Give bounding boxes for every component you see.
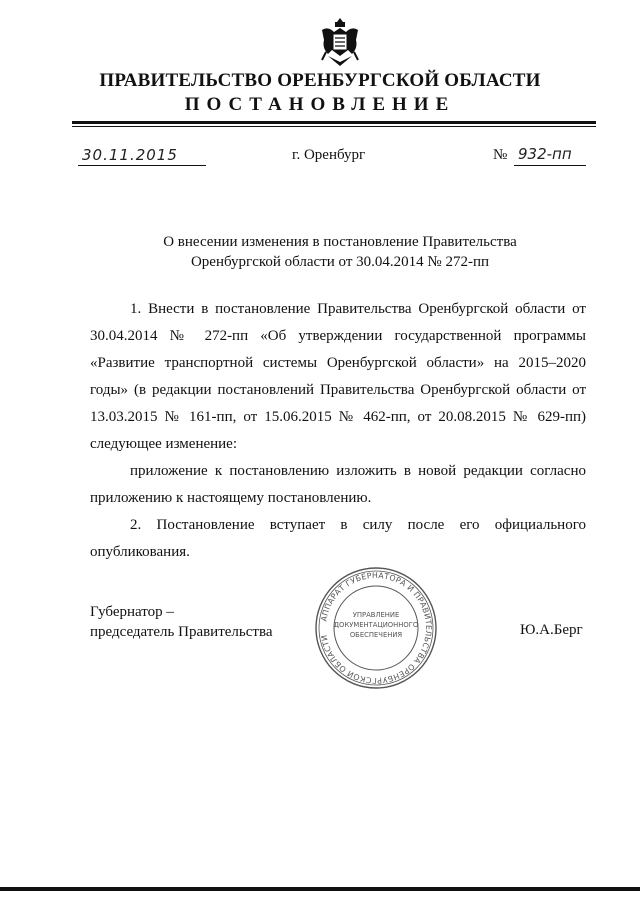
paragraph-3: 2. Постановление вступает в силу после его официального опубликования.: [90, 517, 586, 560]
stamp-center-line-3: ОБЕСПЕЧЕНИЯ: [349, 631, 403, 639]
number-sign: №: [493, 147, 508, 163]
signatory-title-line-1: Губернатор –: [90, 604, 174, 620]
stamp-center-line-2: ДОКУМЕНТАЦИОННОГО: [333, 621, 419, 629]
header-rule-thick: [72, 121, 596, 124]
number-underline: [514, 165, 586, 166]
stamp-center-line-1: УПРАВЛЕНИЕ: [352, 611, 400, 619]
signatory-title: [90, 602, 273, 642]
government-title: ПРАВИТЕЛЬСТВО ОРЕНБУРГСКОЙ ОБЛАСТИ: [99, 70, 541, 91]
handwritten-date: 30.11.2015: [82, 146, 178, 164]
subject-line-2: Оренбургской области от 30.04.2014 № 272-пп: [190, 254, 490, 270]
document-body: [90, 296, 586, 566]
paragraph-2: приложение к постановлению изложить в новой редакции согласно приложению к настоящему постановлению.: [90, 463, 586, 506]
handwritten-number: 932-пп: [518, 145, 572, 163]
signatory-title-line-2: председатель Правительства: [90, 624, 273, 640]
paragraph-1: 1. Внести в постановление Правительства Оренбургской области от 30.04.2014 № 272-пп «Об утверждении государственной программы «Развитие транспортной системы Оренбургской области» на 2015–2020 годы» (в редакции постановлений Правительства Оренбургской области от 13.03.2015 № 161-пп, от 15.06.2015 № 462-пп, от 20.08.2015 № 629-пп) следующее изменение:: [90, 301, 586, 452]
city-label: г. Оренбург: [292, 147, 366, 163]
official-stamp: [313, 565, 439, 691]
signatory-name: Ю.А.Берг: [520, 622, 583, 638]
coat-of-arms-emblem: [318, 16, 362, 68]
header-rule-thin: [72, 126, 596, 127]
bottom-border: [0, 887, 640, 891]
stamp-ring-text: АППАРАТ ГУБЕРНАТОРА И ПРАВИТЕЛЬСТВА ОРЕНБУРГСКОЙ ОБЛАСТИ: [319, 570, 434, 686]
subject-line-1: О внесении изменения в постановление Правительства: [163, 234, 517, 250]
date-underline: [78, 165, 206, 166]
document-type: ПОСТАНОВЛЕНИЕ: [184, 94, 456, 115]
document-subject: [0, 232, 640, 272]
